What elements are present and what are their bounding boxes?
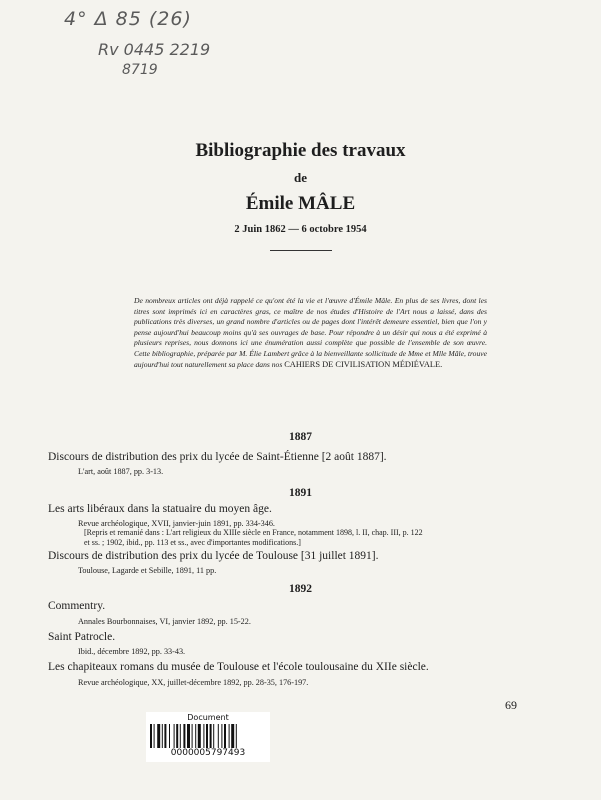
barcode-bar: [224, 724, 226, 748]
barcode-bar: [195, 724, 196, 748]
handwritten-shelfmark: 4° Δ 85 (26): [64, 8, 192, 30]
barcode-number: 0000005797493: [170, 748, 246, 758]
barcode-bar: [206, 724, 208, 748]
handwritten-reference: Rv 0445 2219: [98, 40, 211, 59]
year-heading-1887: 1887: [289, 431, 312, 443]
author-name: Émile MÂLE: [245, 193, 356, 214]
barcode-icon: [150, 724, 266, 748]
entry-note: [Repris et remanié dans : L'art religieux du XIIIe siècle en France, notamment 1898, l. II, chap. III, p. 122: [84, 528, 423, 537]
year-heading-1892: 1892: [289, 583, 312, 595]
entry-note: et ss. ; 1902, ibid., pp. 113 et ss., avec d'importantes modifications.]: [84, 538, 301, 547]
barcode-bar: [221, 724, 222, 748]
page-title: Bibliographie des travaux: [195, 140, 406, 161]
library-barcode-label: [146, 712, 270, 762]
barcode-bar: [192, 724, 193, 748]
barcode-bar: [236, 724, 237, 748]
barcode-bar: [169, 724, 170, 748]
barcode-bar: [150, 724, 152, 748]
entry-reference: Revue archéologique, XX, juillet-décembre 1892, pp. 28-35, 176-197.: [78, 678, 309, 687]
entry-title: Les chapiteaux romans du musée de Toulouse et l'école toulousaine du XIIe siècle.: [48, 661, 429, 673]
barcode-bar: [180, 724, 181, 748]
entry-reference: Toulouse, Lagarde et Sebille, 1891, 11 pp.: [78, 566, 217, 575]
entry-reference: L'art, août 1887, pp. 3-13.: [78, 467, 164, 476]
barcode-bar: [162, 724, 163, 748]
intro-text: De nombreux articles ont déjà rappelé ce qu'ont été la vie et l'œuvre d'Émile Mâle. En plus de ses livres, dont les titres sont imprimés ici en caractères gras, ce maître de nos études d'Histoire de l'Art nous a laissé, dans des publications très diverses, un grand nombre d'articles ou de pages dont l'intérêt demeure essentiel, bien que l'on y pense aujourd'hui beaucoup moins qu'à ses ouvrages de base. Pour répondre à un désir qui nous a été exprimé à plusieurs reprises, nous donnons ici une énumération aussi complète que possible de l'ensemble de son œuvre. Cette bibliographie, préparée par M. Élie Lambert grâce à la bienveillante sollicitude de Mme et Mlle Mâle, trouve aujourd'hui tout naturellement sa place dans nos: [134, 296, 487, 369]
page-number: 69: [505, 698, 517, 712]
barcode-bar: [164, 724, 166, 748]
entry-title: Commentry.: [48, 600, 106, 612]
barcode-bar: [229, 724, 230, 748]
year-heading-1891: 1891: [289, 487, 312, 499]
barcode-bar: [187, 724, 190, 748]
barcode-bar: [218, 724, 219, 748]
intro-paragraph: [134, 296, 487, 370]
author-dates: 2 Juin 1862 — 6 octobre 1954: [234, 224, 367, 235]
entry-title: Saint Patrocle.: [48, 631, 116, 643]
barcode-caption: Document: [187, 713, 229, 722]
title-connector: de: [294, 170, 307, 185]
handwritten-number: 8719: [122, 62, 158, 78]
barcode-bar: [174, 724, 175, 748]
barcode-bar: [176, 724, 178, 748]
barcode-bar: [210, 724, 212, 748]
entry-title: Discours de distribution des prix du lycée de Toulouse [31 juillet 1891].: [48, 550, 379, 562]
barcode-bar: [198, 724, 201, 748]
barcode-bar: [157, 724, 160, 748]
entry-reference: Revue archéologique, XVII, janvier-juin 1891, pp. 334-346.: [78, 519, 275, 528]
barcode-bar: [154, 724, 155, 748]
barcode-bar: [231, 724, 234, 748]
entry-reference: Annales Bourbonnaises, VI, janvier 1892, pp. 15-22.: [78, 617, 251, 626]
entry-title: Discours de distribution des prix du lycée de Saint-Étienne [2 août 1887].: [48, 451, 387, 463]
entry-title: Les arts libéraux dans la statuaire du moyen âge.: [48, 503, 272, 515]
barcode-bar: [183, 724, 185, 748]
intro-journal-name: CAHIERS DE CIVILISATION MÉDIÉVALE.: [284, 359, 443, 369]
barcode-bar: [203, 724, 204, 748]
barcode-bar: [213, 724, 214, 748]
entry-reference: Ibid., décembre 1892, pp. 33-43.: [78, 647, 186, 656]
title-divider: [270, 250, 332, 251]
